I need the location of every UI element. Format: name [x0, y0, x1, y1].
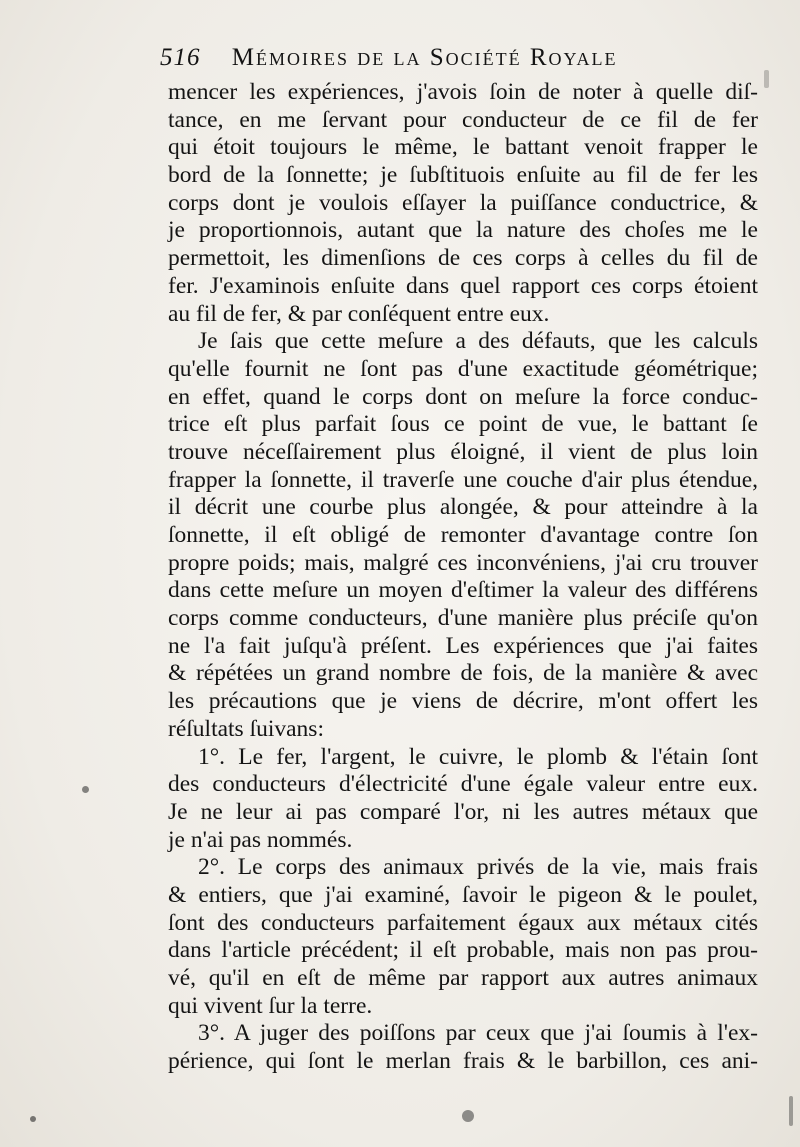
- text-line: dans cette meſure un moyen d'eſtimer la valeur des différens: [168, 577, 758, 604]
- text-line: je proportionnois, autant que la nature des choſes me le: [168, 217, 758, 244]
- page-header: [160, 44, 720, 84]
- text-line: des conducteurs d'électricité d'une égale valeur entre eux.: [168, 771, 758, 798]
- text-line: permettoit, les dimenſions de ces corps à celles du fil de: [168, 245, 758, 272]
- text-line: propre poids; mais, malgré ces inconvéniens, j'ai cru trouver: [168, 549, 758, 576]
- text-line: dans l'article précédent; il eſt probable, mais non pas prou-: [168, 937, 758, 964]
- running-head: Mémoires de la Société Royale: [231, 44, 618, 71]
- text-line: périence, qui ſont le merlan frais & le barbillon, ces ani-: [168, 1048, 758, 1075]
- text-line: vé, qu'il en eſt de même par rapport aux autres animaux: [168, 965, 758, 991]
- text-line: en effet, quand le corps dont on meſure la force conduc-: [168, 383, 758, 410]
- text-line: Je ne leur ai pas comparé l'or, ni les autres métaux que: [168, 798, 758, 825]
- text-line: 3°. A juger des poiſſons par ceux que j'ai ſoumis à l'ex-: [198, 1020, 758, 1047]
- ink-speck: [82, 786, 89, 793]
- ink-speck: [462, 1110, 474, 1122]
- text-line: ſont des conducteurs parfaitement égaux aux métaux cités: [168, 909, 758, 936]
- text-line: réſultats ſuivans:: [168, 715, 324, 742]
- text-line: 1°. Le fer, l'argent, le cuivre, le plomb & l'étain ſont: [198, 743, 758, 770]
- text-line: corps comme conducteurs, d'une manière plus préciſe qu'on: [168, 605, 758, 632]
- text-line: mencer les expériences, j'avois ſoin de noter à quelle diſ-: [168, 79, 758, 105]
- text-line: trice eſt plus parfait ſous ce point de vue, le battant ſe: [168, 411, 758, 438]
- text-line: les précautions que je viens de décrire, m'ont offert les: [168, 688, 758, 715]
- text-line: Je ſais que cette meſure a des défauts, que les calculs: [198, 328, 758, 355]
- text-line: & entiers, que j'ai examiné, ſavoir le pigeon & le poulet,: [168, 881, 758, 908]
- body-text: [168, 79, 758, 1076]
- text-line: ne l'a fait juſqu'à préſent. Les expériences que j'ai faites: [168, 632, 758, 659]
- text-line: il décrit une courbe plus alongée, & pour atteindre à la: [168, 494, 758, 521]
- text-line: tance, en me ſervant pour conducteur de ce fil de fer: [168, 106, 758, 133]
- text-line: bord de la ſonnette; je ſubſtituois enſuite au fil de fer les: [168, 162, 758, 189]
- page-number: 516: [160, 44, 201, 71]
- text-line: & répétées un grand nombre de fois, de la manière & avec: [168, 660, 758, 687]
- text-line: trouve néceſſairement plus éloigné, il vient de plus loin: [168, 438, 758, 465]
- text-line: fer. J'examinois enſuite dans quel rapport ces corps étoient: [168, 272, 758, 299]
- text-line: je n'ai pas nommés.: [168, 826, 353, 853]
- text-line: frapper la ſonnette, il traverſe une couche d'air plus étendue,: [168, 466, 758, 493]
- ink-speck: [789, 1096, 793, 1126]
- text-line: qui étoit toujours le même, le battant venoit frapper le: [168, 134, 758, 161]
- ink-speck: [764, 70, 769, 88]
- text-line: qui vivent ſur la terre.: [168, 992, 373, 1019]
- text-line: qu'elle fournit ne ſont pas d'une exactitude géométrique;: [168, 355, 758, 382]
- ink-speck: [30, 1116, 36, 1122]
- text-line: ſonnette, il eſt obligé de remonter d'avantage contre ſon: [168, 522, 758, 548]
- text-line: au fil de fer, & par conſéquent entre eux.: [168, 300, 550, 327]
- text-line: 2°. Le corps des animaux privés de la vie, mais frais: [198, 854, 758, 881]
- text-line: corps dont je voulois eſſayer la puiſſance conductrice, &: [168, 189, 758, 216]
